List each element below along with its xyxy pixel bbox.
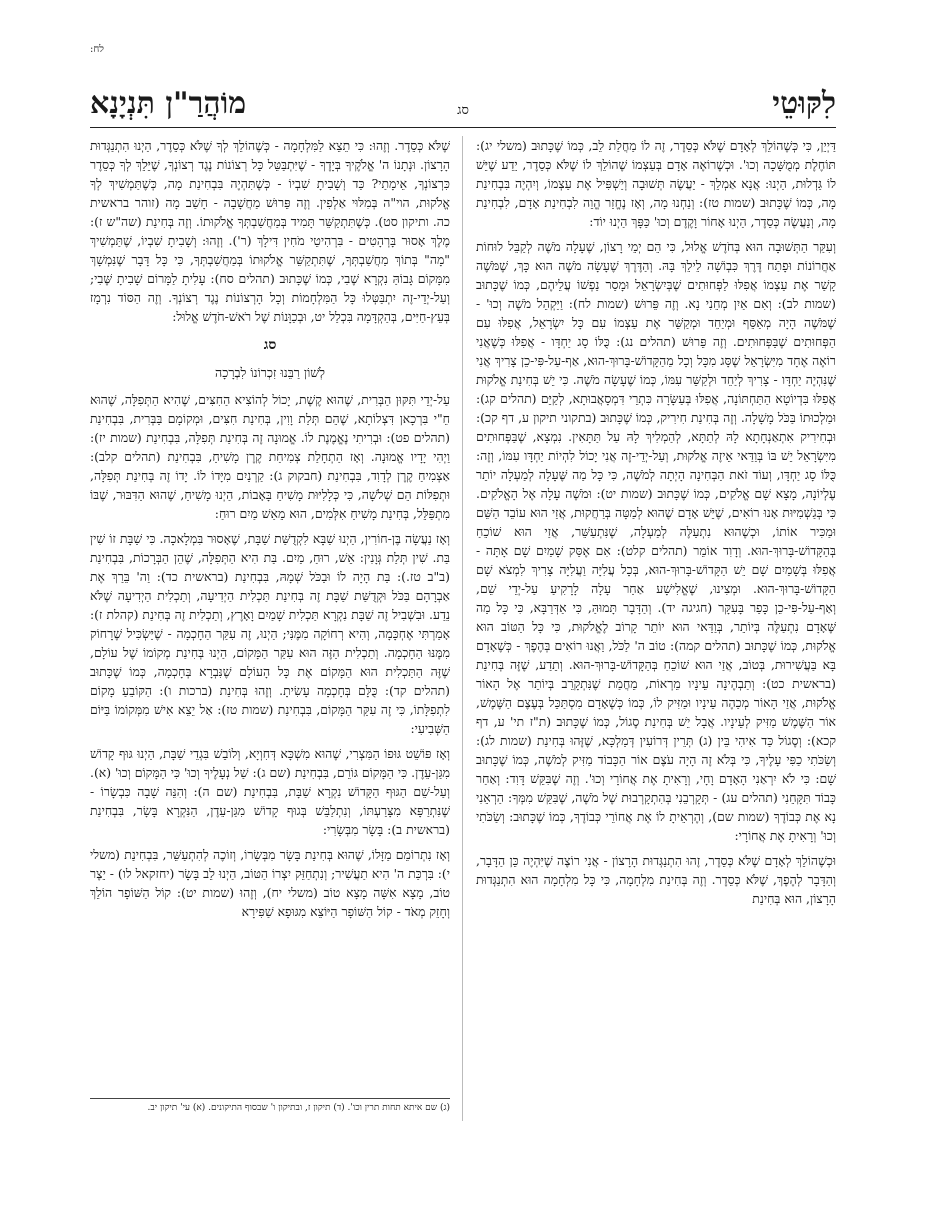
paragraph: וְאָז נִתְרוֹמֵם מַזָּלוֹ, שֶׁהוּא בְּחִינַת בָּשָׂר מִבְּשָׂרוֹ, וְזוֹכֶה לְהִתְעַשֵּׁר, בִּבְחִינַת (משלי י): בִּרְכַּת ה' הִיא תַעֲשִׁיר; וְנִתְחַזֵּק יִצְרוֹ הַטּוֹב, הַיְנוּ לֵב בָּשָׂר (יחזקאל לו) - יֵצֶר טוֹב, מָצָא אִשָּׁה מָצָא טוֹב (משלי יח), וְזֶהוּ (שמות יט): קוֹל הַשּׁוֹפָר הוֹלֵךְ וְחָזֵק מְאֹד - קוֹל הַשּׁוֹפָר הַיּוֹצֵא מִגּוּפָא שַׁפִּירָא	[90, 847, 450, 919]
footnote: (ג) שם איתא תחות תרין וכו'. (ד) תיקון ז, ובתיקון ו' שבסוף התיקונים. (א) עי' תיקון יב.	[90, 1098, 450, 1113]
right-column	[476, 136, 836, 1136]
paragraph: וְאָז נַעֲשָׂה בֶּן-חוֹרִין, הַיְנוּ שַׁבָּא לִקְדֻשַּׁת שַׁבָּת, שֶׁאָסוּר בִּמְלָאכָה. כִּי שַׁבָּת זוֹ שִׁין בַּת. שִׁין תְּלַת גְּוָנִין: אֵשׁ, רוּחַ, מַיִם. בַּת הִיא הַתְּפִלָּה, שֶׁהֵן הַבְּרָכוֹת, בִּבְחִינַת (ב"ב טז.): בַּת הָיָה לוֹ וּבַכֹּל שְׁמָהּ, בִּבְחִינַת (בראשית כד): וַה' בֵּרַךְ אֶת אַבְרָהָם בַּכֹּל וּקְדֻשַּׁת שַׁבָּת זֶה בְּחִינַת תַּכְלִית הַיְדִיעָה, וְתַכְלִית הַיְדִיעָה שֶׁלֹּא נֵדַע. וּבִשְׁבִיל זֶה שַׁבָּת נִקְרָא תַּכְלִית שָׁמַיִם וָאָרֶץ, וְתַכְלִית זֶה בְּחִינַת (קהלת ז): אָמַרְתִּי אֶחְכָּמָה, וְהִיא רְחוֹקָה מִמֶּנִּי; הַיְנוּ, זֶה עִקַּר הַחָכְמָה - שֶׁיַּשְׂכִּיל שֶׁרָחוֹק מִמֶּנּוּ הַחָכְמָה. וְתַכְלִית הַזֶּה הוּא עִקַּר הַמָּקוֹם, הַיְנוּ בְּחִינַת מְקוֹמוֹ שֶׁל עוֹלָם, שֶׁזֶּה הַתַּכְלִית הוּא הַמָּקוֹם אֶת כָּל הָעוֹלָם שֶׁנִּבְרָא בְּחָכְמָה, כְּמוֹ שֶׁכָּתוּב (תהלים קד): כֻּלָּם בְּחָכְמָה עָשִׂיתָ. וְזֶהוּ בְּחִינַת (ברכות ו): הַקּוֹבֵעַ מָקוֹם לִתְפִלָּתוֹ, כִּי זֶה עִקַּר הַמָּקוֹם, בִּבְחִינַת (שמות טז): אַל יֵצֵא אִישׁ מִמְּקוֹמוֹ בַּיּוֹם הַשְּׁבִיעִי:	[90, 531, 450, 736]
section-number: סג	[263, 337, 277, 353]
running-title-left: מוֹהֲרַ"ן תִּנְיָנָא	[90, 86, 247, 121]
running-title-right: לִקּוּטֵי	[772, 86, 836, 121]
paragraph: וְעִקַּר הַתְּשׁוּבָה הוּא בְּחֹדֶשׁ אֱלוּל, כִּי הֵם יְמֵי רָצוֹן, שֶׁעָלָה מֹשֶׁה לְקַבֵּל לוּחוֹת אַחֲרוֹנוֹת וּפָתַח דֶּרֶךְ כִּבְוֹשָׁה לֵילֵךְ בָּהּ. וְהַדֶּרֶךְ שֶׁעָשָׂה מֹשֶׁה הוּא כָּךְ, שֶׁמֹּשֶׁה קָשַׁר אֶת עַצְמוֹ אֲפִלּוּ לַפְּחוּתִים שֶׁבְּיִשְׂרָאֵל וּמָסַר נַפְשׁוֹ עֲלֵיהֶם, כְּמוֹ שֶׁכָּתוּב (שמות לב): וְאִם אַיִן מְחֵנִי נָא. וְזֶה פֵּרוּשׁ (שמות לח): וַיַּקְהֵל מֹשֶׁה וְכוּ' - שֶׁמֹּשֶׁה הָיָה מְאַסֵּף וּמְיַחֵד וּמְקַשֵּׁר אֶת עַצְמוֹ עִם כָּל יִשְׂרָאֵל, אֲפִלּוּ עִם הַפְּחוּתִים שֶׁבַּפְּחוּתִים. וְזֶה פֵּרוּשׁ (תהלים נג): כֻּלּוֹ סָג יַחְדָּו - אֲפִלּוּ כְּשֶׁאֲנִי רוֹאֶה אֶחָד מִיִּשְׂרָאֵל שֶׁסָּג מִכָּל וְכָל מֵהַקָּדוֹשׁ-בָּרוּךְ-הוּא, אַף-עַל-פִּי-כֵן צָרִיךְ אֲנִי שֶׁנִּהְיֶה יַחְדָּו - צָרִיךְ לְיַחֵד וּלְקַשֵּׁר עִמּוֹ, כְּמוֹ שֶׁעָשָׂה מֹשֶׁה. כִּי יֵשׁ בְּחִינַת אֱלֹקוּת אֲפִלּוּ בִּדְיוֹטָא הַתַּחְתּוֹנָה, אֲפִלּוּ בְּעַשָּׂרָה כִּתְרֵי דִּמְסָאֲבוּתָא, לְקַיֵּם (תהלים קג): וּמַלְכוּתוֹ בַּכֹּל מָשָׁלָה. וְזֶה בְּחִינַת חִירִיק, כְּמוֹ שֶׁכָּתוּב (בתקוני תיקון ע, דף קכ): וּבְחִירִיק אִתְאַנְחָתָא לָהּ לְתַתָּא, לְהַמְלִיךְ לָהּ עַל תַּתָּאִין. נִמְצָא, שֶׁבַּפְּחוּתִים מִיִּשְׂרָאֵל יֵשׁ בּוֹ בְּוַדַּאי אֵיזֶה אֱלֹקוּת, וְעַל-יְדֵי-זֶה אֲנִי יָכוֹל לִהְיוֹת יַחְדָּו עִמּוֹ, וְזֶה: כֻּלּוֹ סָג יַחְדָּו, וְעוֹד זֹאת הַבְּחִינָה הָיְתָה לְמֹשֶׁה, כִּי כָּל מַה שֶּׁעָלָה לְמַעְלָה יוֹתֵר עֶלְיוֹנָה, מָצָא שָׁם אֱלֹקִים, כְּמוֹ שֶׁכָּתוּב (שמות יט): וּמֹשֶׁה עָלָה אֶל הָאֱלֹקִים. כִּי בְּגַשְׁמִיּוּת אָנוּ רוֹאִים, שֶׁיֵּשׁ אָדָם שֶׁהוּא לְמַטָּה בְּרַחֲקוּת, אֲזַי הוּא עוֹבֵד הַשֵּׁם וּמַכִּיר אוֹתוֹ, וּכְשֶׁהוּא נִתְעַלֶּה לְמַעְלָה, שֶׁנִּתְעַשֵּׁר, אֲזַי הוּא שׁוֹכֵחַ בְּהַקָּדוֹשׁ-בָּרוּךְ-הוּא. וְדָוִד אוֹמֵר (תהלים קלט): אִם אֶסַּק שָׁמַיִם שָׁם אָתָּה - אֲפִלּוּ בְּשָׁמַיִם שָׁם יֵשׁ הַקָּדוֹשׁ-בָּרוּךְ-הוּא, בְּכָל עֲלִיָּה וַעֲלִיָּה צָרִיךְ לִמְצֹא שָׁם הַקָּדוֹשׁ-בָּרוּךְ-הוּא. וּמְצִינוּ, שֶׁאֱלִישָׁע אַחַר עָלָה לָרָקִיעַ עַל-יְדֵי שֵׁם, וְאַף-עַל-פִּי-כֵן כָּפַר בָּעִקָּר (חגיגה יד). וְהַדָּבָר תָּמוּהַּ, כִּי אַדְּרַבָּא, כִּי כָּל מַה שֶּׁאָדָם נִתְעַלֶּה בְּיוֹתֵר, בְּוַדַּאי הוּא יוֹתֵר קָרוֹב לֶאֱלֹקוּת, כִּי כָּל הַטּוֹב הוּא אֱלֹקוּת, כְּמוֹ שֶׁכָּתוּב (תהלים קמה): טוֹב ה' לַכֹּל, וַאֲנוּ רוֹאִים בְּהֶפֶךְ - כְּשֶׁאָדָם בָּא בַּעֲשִׁירוּת, בְּטוֹב, אֲזַי הוּא שׁוֹכֵחַ בְּהַקָּדוֹשׁ-בָּרוּךְ-הוּא. וְתֵדַע, שֶׁזֶּה בְּחִינַת (בראשית כט): וְתַבְהֶינָה עֵינָיו מֵרְאוֹת, מֵחֲמַת שֶׁנִּתְקָרֵב בְּיוֹתֵר אֶל הָאוֹר אֱלֹקוּת, אֲזַי הָאוֹר מְכַהֶה עֵינָיו וּמַזִּיק לוֹ, כְּמוֹ כְּשֶׁאָדָם מִסְתַּכֵּל בְּעֶצֶם הַשֶּׁמֶשׁ, אוֹר הַשֶּׁמֶשׁ מַזִּיק לְעֵינָיו. אֲבָל יֵשׁ בְּחִינַת סֶגוֹל, כְּמוֹ שֶׁכָּתוּב (ת"ז תי' ע, דף קכא): וְסֶגוֹל כַּד אִיהִי בֵּין (ג) תְּרֵין דְּרוֹעִין דְּמַלְכָּא, שֶׁזֶּהוּ בְּחִינַת (שמות לג): וְשַׂכֹּתִי כַפִּי עָלֶיךָ, כִּי בְּלֹא זֶה הָיָה עֹצֶם אוֹר הַכָּבוֹד מַזִּיק לְמֹשֶׁה, כְּמוֹ שֶׁכָּתוּב שָׁם: כִּי לֹא יִרְאַנִי הָאָדָם וָחָי, וְרָאִיתָ אֶת אֲחוֹרָי וְכוּ'. וְזֶה שֶׁבִּקֵּשׁ דָּוִד: וְאַחַר כָּבוֹד תִּקָּחֵנִי (תהלים עג) - תְּקָרְבֵנִי בְּהִתְקָרְבוּת שֶׁל מֹשֶׁה, שֶׁבִּקֵּשׁ מִמְּךָ: הַרְאֵנִי נָא אֶת כְּבוֹדֶךָ (שמות שם), וְהֶרְאֵיתָ לוֹ אֶת אֲחוֹרֵי כְּבוֹדֶךָ, כְּמוֹ שֶׁכָּתוּב: וְשַׂכֹּתִי וְכוּ' וְרָאִיתָ אֶת אֲחוֹרָי:	[476, 239, 836, 843]
section-title: לְשׁוֹן רַבֵּנוּ זִכְרוֹנוֹ לִבְרָכָה	[215, 365, 325, 380]
paragraph: וְאָז פּוֹשֵׁט גּוּפוֹ הַמִּצְרִי, שֶׁהוּא מִשְׁכָּא דְּחִוְיָא, וְלוֹבֵשׁ בִּגְדֵי שַׁבָּת, הַיְנוּ גּוּף קָדוֹשׁ מִגַּן-עֵדֶן. כִּי הַמָּקוֹם גּוֹרֵם, בִּבְחִינַת (שם ג): שַׁל נְעָלֶיךָ וְכוּ' כִּי הַמָּקוֹם וְכוּ' (א). וְעַל-שֵׁם הַגּוּף הַקָּדוֹשׁ נִקְרָא שַׁבָּת, בִּבְחִינַת (שם ה): וְהִנֵּה שָׁבָה כִּבְשָׂרוֹ - שֶׁנִּתְרַפָּא מִצָּרַעְתּוֹ, וְנִתְלַבֵּשׁ בְּגוּף קָדוֹשׁ מִגַּן-עֵדֶן, הַנִּקְרָא בָּשָׂר, בִּבְחִינַת (בראשית ב): בָּשָׂר מִבְּשָׂרִי:	[90, 746, 450, 837]
column-divider	[462, 136, 463, 1121]
left-column	[90, 136, 450, 1136]
folio-number: לח:	[90, 44, 104, 55]
paragraph: עַל-יְדֵי תִּקּוּן הַבְּרִית, שֶׁהוּא קֶשֶׁת, יָכוֹל לְהוֹצִיא הַחִצִּים, שֶׁהִיא הַתְּפִלָּה, שֶׁהוּא חֵ"י בִּרְכָאן דִּצְלוֹתָא, שֶׁהֵם תְּלַת וָוִין, בְּחִינַת חִצִּים, וּמְקוֹמָם בַּבְּרִית, בִּבְחִינַת (תהלים פט): וּבְרִיתִי נֶאֱמֶנֶת לוֹ. אֱמוּנָה זֶה בְּחִינַת תְּפִלָּה, בִּבְחִינַת (שמות יז): וַיְהִי יָדָיו אֱמוּנָה. וְאָז הַתְחָלַת צְמִיחַת קֶרֶן מָשִׁיחַ, בִּבְחִינַת (תהלים קלב): אַצְמִיחַ קֶרֶן לְדָוִד, בִּבְחִינַת (חבקוק ג): קַרְנַיִם מִיָּדוֹ לוֹ. יָדוֹ זֶה בְּחִינַת תְּפִלָּה, וּתְפִלּוֹת הֵם שְׁלֹשָׁה, כִּי כְּלָלִיּוּת מָשִׁיחַ בָּאָבוֹת, הַיְנוּ מָשִׁיחַ, שֶׁהוּא הַדִּבּוּר, שֶׁבּוֹ מִתְפַּלֵּל, בְּחִינַת מָשִׁיחַ אִלְּמִים, הוּא מֵאַשׁ מַיִם רוּחַ:	[90, 392, 450, 521]
page-number: סג	[457, 103, 469, 118]
paragraph: שֶׁלֹּא כְּסֵדֶר. וְזֶהוּ: כִּי תֵצֵא לַמִּלְחָמָה - כְּשֶׁהוֹלֵךְ לְךָ שֶׁלֹּא כְּסֵדֶר, הַיְנוּ הִתְנַגְּדוּת הָרָצוֹן. וּנְתָנוֹ ה' אֱלֹקֶיךָ בְּיָדֶךָ - שֶׁיִּתְבַּטֵּל כָּל רְצוֹנוֹת נֶגֶד רְצוֹנְךָ, שֶׁיֵּלֵךְ לְךָ כְּסֵדֶר כִּרְצוֹנְךָ, אֵימָתַי? כַּד וְשָׁבִיתָ שִׁבְיוֹ - כְּשֶׁתִּהְיֶה בִּבְחִינַת מָה, כְּשֶׁתַּמְשִׁיךְ לְךָ אֱלֹקוּת, הוי"ה בְּמִלּוּי אַלְפִין. וְזֶה פֵּרוּשׁ מַחֲשָׁבָה - חָשַׁב מָה (זוהר בראשית כה. ותיקון סט). כְּשֶׁתִּתְקַשֵּׁר תָּמִיד בְּמַחֲשַׁבְתְּךָ אֱלֹקוּתוֹ. וְזֶה בְּחִינַת (שה"ש ז): מֶלֶךְ אָסוּר בָּרְהָטִים - בִּרְהִיטֵי מֹחִין דִּילָךְ (ר'). וְזֶהוּ: וְשָׁבִיתָ שִׁבְיוֹ, שֶׁתַּמְשִׁיךְ "מָה" בְּתוֹךְ מַחֲשַׁבְתְּךָ, שֶׁתִּתְקַשֵּׁר אֱלֹקוּתוֹ בְּמַחֲשַׁבְתְּךָ, כִּי כָּל דָּבָר שֶׁנִּמְשָׁךְ מִמָּקוֹם גָּבוֹהַּ נִקְרָא שֶׁבִי, כְּמוֹ שֶׁכָּתוּב (תהלים סח): עָלִיתָ לַמָּרוֹם שָׁבִיתָ שֶּׁבִי; וְעַל-יְדֵי-זֶה יִתְבַּטְּלוּ כָּל הַמִּלְחָמוֹת וְכָל הָרְצוֹנוֹת נֶגֶד רְצוֹנְךָ. וְזֶה הַסּוֹד נִרְמָז בְּעֵץ-חַיִּים, בְּהַקְדָּמָה בִּכְלַל יט, וּבְכַוָּנוֹת שֶׁל רֹאשׁ-חֹדֶשׁ אֱלוּל:	[90, 138, 450, 324]
header-rule	[90, 127, 836, 128]
paragraph: וּכְשֶׁהוֹלֵךְ לְאָדָם שֶׁלֹּא כְּסֵדֶר, זֶהוּ הִתְנַגְּדוּת הָרָצוֹן - אֲנִי רוֹצֶה שֶׁיִּהְיֶה כֵּן הַדָּבָר, וְהַדָּבָר לְהֶפֶךְ, שֶׁלֹּא כְּסֵדֶר. וְזֶה בְּחִינַת מִלְחָמָה, כִּי כָּל מִלְחָמָה הוּא הִתְנַגְּדוּת הָרָצוֹן, הוּא בְּחִינַת	[476, 853, 836, 906]
page-header	[90, 86, 836, 126]
paragraph: דַּיְיֵן, כִּי כְּשֶׁהוֹלֵךְ לְאָדָם שֶׁלֹּא כְּסֵדֶר, זֶה לוֹ מַחֲלַת לֵב, כְּמוֹ שֶׁכָּתוּב (משלי יג): תּוֹחֶלֶת מְמֻשָּׁכָה וְכוּ'. וּכְשֶׁרוֹאֶה אָדָם בְּעַצְמוֹ שֶׁהוֹלֵךְ לוֹ שֶׁלֹּא כְּסֵדֶר, יֵדַע שֶׁיֵּשׁ לוֹ גַּדְלוּת, הַיְנוּ: אֲנָא אַמְלֵךְ - יַעֲשֶׂה תְּשׁוּבָה וְיַשְׁפִּיל אֶת עַצְמוֹ, וְיִהְיֶה בִּבְחִינַת מָה, כְּמוֹ שֶׁכָּתוּב (שמות טז): וְנַחְנוּ מָה, וְאָז נֶחֱזַר הֱוֵה לִבְחִינַת אָדָם, לִבְחִינַת מָה, וְנַעֲשֶׂה כְּסֵדֶר, הַיְנוּ אָחוֹר וָקֶדֶם וְכוּ' כַּפָּךְ הַיְנוּ יוֹד:	[476, 138, 836, 229]
